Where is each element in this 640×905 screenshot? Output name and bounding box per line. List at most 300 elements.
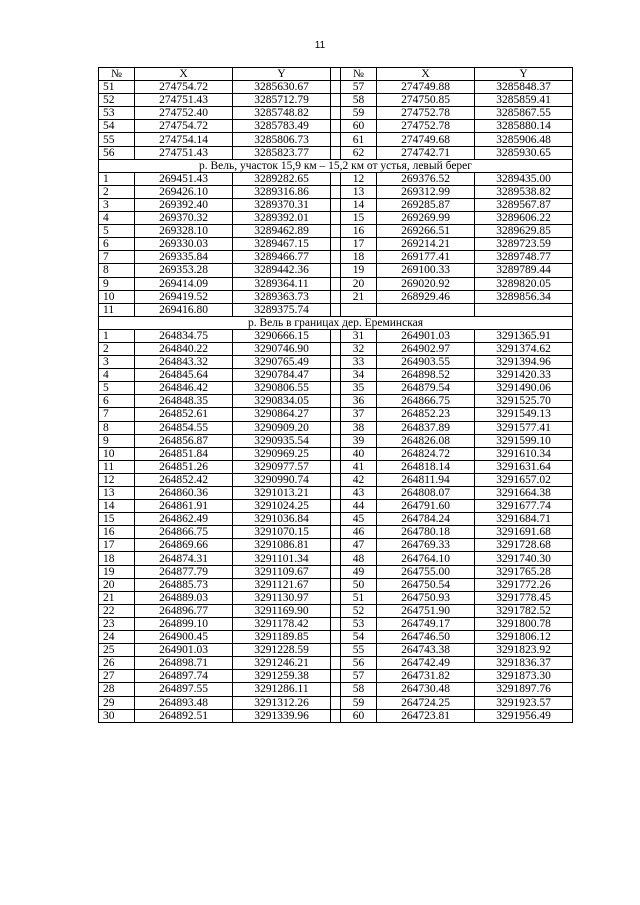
x-coordinate-cell: 264834.75 — [135, 329, 233, 342]
point-number-cell: 10 — [99, 290, 135, 303]
x-coordinate-cell: 269414.09 — [135, 277, 233, 290]
x-coordinate-cell: 269451.43 — [135, 172, 233, 185]
point-number-cell: 53 — [341, 617, 377, 630]
y-coordinate-cell: 3291259.38 — [233, 670, 331, 683]
spacer-cell — [331, 81, 341, 94]
point-number-cell: 6 — [99, 238, 135, 251]
table-row — [99, 303, 573, 316]
y-coordinate-cell: 3291189.85 — [233, 631, 331, 644]
y-coordinate-cell: 3289375.74 — [233, 303, 331, 316]
spacer-cell — [331, 696, 341, 709]
y-coordinate-cell: 3291657.02 — [475, 473, 573, 486]
x-coordinate-cell: 264861.91 — [135, 500, 233, 513]
spacer-cell — [331, 709, 341, 722]
x-coordinate-cell: 264840.22 — [135, 342, 233, 355]
point-number-cell: 39 — [341, 434, 377, 447]
spacer-cell — [331, 565, 341, 578]
x-coordinate-cell: 269328.10 — [135, 225, 233, 238]
table-row — [99, 382, 573, 395]
y-coordinate-cell: 3285806.73 — [233, 133, 331, 146]
spacer-cell — [331, 526, 341, 539]
y-coordinate-cell: 3291246.21 — [233, 657, 331, 670]
point-number-cell: 14 — [99, 500, 135, 513]
x-coordinate-cell: 264808.07 — [377, 487, 475, 500]
spacer-cell — [331, 539, 341, 552]
table-body — [99, 81, 573, 723]
x-coordinate-cell: 264846.42 — [135, 382, 233, 395]
point-number-cell: 2 — [99, 342, 135, 355]
x-coordinate-cell: 264879.54 — [377, 382, 475, 395]
point-number-cell: 44 — [341, 500, 377, 513]
y-coordinate-cell: 3289629.85 — [475, 225, 573, 238]
point-number-cell: 28 — [99, 683, 135, 696]
y-coordinate-cell: 3289820.05 — [475, 277, 573, 290]
point-number-cell: 17 — [99, 539, 135, 552]
point-number-cell: 50 — [341, 578, 377, 591]
x-coordinate-cell: 269266.51 — [377, 225, 475, 238]
x-coordinate-cell: 264780.18 — [377, 526, 475, 539]
table-row — [99, 604, 573, 617]
spacer-cell — [331, 473, 341, 486]
x-coordinate-cell: 269330.03 — [135, 238, 233, 251]
point-number-cell: 2 — [99, 185, 135, 198]
point-number-cell: 20 — [341, 277, 377, 290]
y-coordinate-cell: 3291599.10 — [475, 434, 573, 447]
point-number-cell: 15 — [341, 212, 377, 225]
y-coordinate-cell: 3291782.52 — [475, 604, 573, 617]
point-number-cell: 14 — [341, 198, 377, 211]
x-coordinate-cell: 264885.73 — [135, 578, 233, 591]
spacer-cell — [331, 329, 341, 342]
x-coordinate-cell: 269020.92 — [377, 277, 475, 290]
x-coordinate-cell: 264901.03 — [135, 644, 233, 657]
spacer-cell — [331, 500, 341, 513]
spacer-cell — [331, 238, 341, 251]
header-x-right: X — [377, 68, 475, 81]
y-coordinate-cell: 3289442.36 — [233, 264, 331, 277]
x-coordinate-cell: 264902.97 — [377, 342, 475, 355]
x-coordinate-cell: 264856.87 — [135, 434, 233, 447]
point-number-cell: 51 — [341, 591, 377, 604]
table-row — [99, 434, 573, 447]
y-coordinate-cell: 3291549.13 — [475, 408, 573, 421]
spacer-cell — [331, 604, 341, 617]
y-coordinate-cell: 3291070.15 — [233, 526, 331, 539]
y-coordinate-cell: 3291778.45 — [475, 591, 573, 604]
x-coordinate-cell: 264755.00 — [377, 565, 475, 578]
point-number-cell: 43 — [341, 487, 377, 500]
x-coordinate-cell: 264852.61 — [135, 408, 233, 421]
x-coordinate-cell: 264743.38 — [377, 644, 475, 657]
table-row — [99, 225, 573, 238]
spacer-cell — [331, 683, 341, 696]
spacer-cell — [331, 120, 341, 133]
y-coordinate-cell: 3285906.48 — [475, 133, 573, 146]
point-number-cell: 12 — [341, 172, 377, 185]
spacer-cell — [331, 303, 341, 316]
spacer-cell — [331, 212, 341, 225]
point-number-cell: 9 — [99, 277, 135, 290]
point-number-cell: 25 — [99, 644, 135, 657]
table-row — [99, 408, 573, 421]
header-no-right: № — [341, 68, 377, 81]
spacer-cell — [331, 578, 341, 591]
table-row — [99, 513, 573, 526]
x-coordinate-cell: 264900.45 — [135, 631, 233, 644]
y-coordinate-cell: 3285848.37 — [475, 81, 573, 94]
point-number-cell: 10 — [99, 447, 135, 460]
y-coordinate-cell: 3291013.21 — [233, 487, 331, 500]
point-number-cell: 41 — [341, 460, 377, 473]
x-coordinate-cell: 264898.71 — [135, 657, 233, 670]
spacer-cell — [331, 631, 341, 644]
table-row — [99, 578, 573, 591]
y-coordinate-cell: 3291286.11 — [233, 683, 331, 696]
y-coordinate-cell: 3291765.28 — [475, 565, 573, 578]
point-number-cell: 32 — [341, 342, 377, 355]
y-coordinate-cell: 3285867.55 — [475, 107, 573, 120]
y-coordinate-cell: 3289723.59 — [475, 238, 573, 251]
header-no-left: № — [99, 68, 135, 81]
spacer-cell — [331, 644, 341, 657]
table-row — [99, 539, 573, 552]
table-row — [99, 473, 573, 486]
spacer-cell — [331, 146, 341, 159]
point-number-cell: 4 — [99, 369, 135, 382]
x-coordinate-cell: 269353.28 — [135, 264, 233, 277]
y-coordinate-cell: 3291956.49 — [475, 709, 573, 722]
section-title: р. Вель в границах дер. Ереминская — [99, 316, 573, 329]
y-coordinate-cell: 3291109.67 — [233, 565, 331, 578]
point-number-cell: 7 — [99, 408, 135, 421]
point-number-cell — [341, 303, 377, 316]
x-coordinate-cell: 274751.43 — [135, 94, 233, 107]
point-number-cell: 57 — [341, 81, 377, 94]
y-coordinate-cell: 3290990.74 — [233, 473, 331, 486]
y-coordinate-cell: 3291024.25 — [233, 500, 331, 513]
point-number-cell: 37 — [341, 408, 377, 421]
x-coordinate-cell: 269376.52 — [377, 172, 475, 185]
x-coordinate-cell: 274752.78 — [377, 120, 475, 133]
x-coordinate-cell: 264892.51 — [135, 709, 233, 722]
point-number-cell: 54 — [99, 120, 135, 133]
y-coordinate-cell: 3289316.86 — [233, 185, 331, 198]
point-number-cell: 8 — [99, 264, 135, 277]
x-coordinate-cell: 274749.88 — [377, 81, 475, 94]
y-coordinate-cell: 3289363.73 — [233, 290, 331, 303]
table-row — [99, 617, 573, 630]
coordinates-table — [98, 67, 573, 723]
point-number-cell: 12 — [99, 473, 135, 486]
x-coordinate-cell: 264723.81 — [377, 709, 475, 722]
spacer-cell — [331, 356, 341, 369]
spacer-cell — [331, 552, 341, 565]
x-coordinate-cell: 264866.75 — [135, 526, 233, 539]
y-coordinate-cell: 3291806.12 — [475, 631, 573, 644]
x-coordinate-cell: 269419.52 — [135, 290, 233, 303]
table-row — [99, 395, 573, 408]
y-coordinate-cell: 3290969.25 — [233, 447, 331, 460]
table-row — [99, 552, 573, 565]
y-coordinate-cell: 3291101.34 — [233, 552, 331, 565]
x-coordinate-cell: 269177.41 — [377, 251, 475, 264]
table-row — [99, 644, 573, 657]
y-coordinate-cell — [475, 303, 573, 316]
point-number-cell: 3 — [99, 198, 135, 211]
x-coordinate-cell: 268929.46 — [377, 290, 475, 303]
x-coordinate-cell: 264811.94 — [377, 473, 475, 486]
table-row — [99, 369, 573, 382]
spacer-cell — [331, 617, 341, 630]
spacer-cell — [331, 591, 341, 604]
point-number-cell: 21 — [99, 591, 135, 604]
x-coordinate-cell: 269100.33 — [377, 264, 475, 277]
point-number-cell: 49 — [341, 565, 377, 578]
x-coordinate-cell: 264898.52 — [377, 369, 475, 382]
table-row — [99, 264, 573, 277]
y-coordinate-cell: 3291631.64 — [475, 460, 573, 473]
point-number-cell: 56 — [99, 146, 135, 159]
y-coordinate-cell: 3291178.42 — [233, 617, 331, 630]
y-coordinate-cell: 3291365.91 — [475, 329, 573, 342]
header-x-left: X — [135, 68, 233, 81]
point-number-cell: 23 — [99, 617, 135, 630]
x-coordinate-cell: 264901.03 — [377, 329, 475, 342]
y-coordinate-cell: 3291577.41 — [475, 421, 573, 434]
point-number-cell: 47 — [341, 539, 377, 552]
y-coordinate-cell: 3289567.87 — [475, 198, 573, 211]
point-number-cell: 26 — [99, 657, 135, 670]
table-row — [99, 631, 573, 644]
y-coordinate-cell: 3290864.27 — [233, 408, 331, 421]
section-title: р. Вель, участок 15,9 км – 15,2 км от устья, левый берег — [99, 159, 573, 172]
spacer-cell — [331, 185, 341, 198]
table-row — [99, 238, 573, 251]
table-row — [99, 683, 573, 696]
spacer-cell — [331, 251, 341, 264]
point-number-cell: 57 — [341, 670, 377, 683]
x-coordinate-cell: 264784.24 — [377, 513, 475, 526]
y-coordinate-cell: 3289364.11 — [233, 277, 331, 290]
x-coordinate-cell: 269285.87 — [377, 198, 475, 211]
point-number-cell: 20 — [99, 578, 135, 591]
point-number-cell: 58 — [341, 94, 377, 107]
x-coordinate-cell: 264843.32 — [135, 356, 233, 369]
y-coordinate-cell: 3291169.90 — [233, 604, 331, 617]
point-number-cell: 5 — [99, 382, 135, 395]
x-coordinate-cell: 274749.68 — [377, 133, 475, 146]
spacer-cell — [331, 382, 341, 395]
x-coordinate-cell: 264851.84 — [135, 447, 233, 460]
y-coordinate-cell: 3291036.84 — [233, 513, 331, 526]
spacer-cell — [331, 342, 341, 355]
x-coordinate-cell: 264750.93 — [377, 591, 475, 604]
x-coordinate-cell: 274752.40 — [135, 107, 233, 120]
table-row — [99, 198, 573, 211]
x-coordinate-cell: 264837.89 — [377, 421, 475, 434]
x-coordinate-cell: 264751.90 — [377, 604, 475, 617]
point-number-cell: 11 — [99, 303, 135, 316]
x-coordinate-cell: 264746.50 — [377, 631, 475, 644]
point-number-cell: 5 — [99, 225, 135, 238]
table-row — [99, 356, 573, 369]
point-number-cell: 48 — [341, 552, 377, 565]
y-coordinate-cell: 3291691.68 — [475, 526, 573, 539]
y-coordinate-cell: 3291121.67 — [233, 578, 331, 591]
y-coordinate-cell: 3290784.47 — [233, 369, 331, 382]
table-row — [99, 120, 573, 133]
point-number-cell: 56 — [341, 657, 377, 670]
y-coordinate-cell: 3291228.59 — [233, 644, 331, 657]
spacer-cell — [331, 408, 341, 421]
y-coordinate-cell: 3285823.77 — [233, 146, 331, 159]
y-coordinate-cell: 3290935.54 — [233, 434, 331, 447]
table-row — [99, 185, 573, 198]
y-coordinate-cell: 3291086.81 — [233, 539, 331, 552]
y-coordinate-cell: 3291664.38 — [475, 487, 573, 500]
spacer-cell — [331, 94, 341, 107]
table-row — [99, 709, 573, 722]
spacer-cell — [331, 133, 341, 146]
x-coordinate-cell: 264897.55 — [135, 683, 233, 696]
table-row — [99, 94, 573, 107]
table-row — [99, 670, 573, 683]
spacer-cell — [331, 670, 341, 683]
table-row — [99, 460, 573, 473]
x-coordinate-cell: 264764.10 — [377, 552, 475, 565]
x-coordinate-cell: 264826.08 — [377, 434, 475, 447]
table-row — [99, 133, 573, 146]
x-coordinate-cell — [377, 303, 475, 316]
x-coordinate-cell: 264749.17 — [377, 617, 475, 630]
spacer-cell — [331, 395, 341, 408]
table-row — [99, 591, 573, 604]
y-coordinate-cell: 3291677.74 — [475, 500, 573, 513]
point-number-cell: 18 — [99, 552, 135, 565]
y-coordinate-cell: 3291800.78 — [475, 617, 573, 630]
x-coordinate-cell: 264889.03 — [135, 591, 233, 604]
y-coordinate-cell: 3291525.70 — [475, 395, 573, 408]
point-number-cell: 4 — [99, 212, 135, 225]
y-coordinate-cell: 3289538.82 — [475, 185, 573, 198]
x-coordinate-cell: 264854.55 — [135, 421, 233, 434]
x-coordinate-cell: 269269.99 — [377, 212, 475, 225]
point-number-cell: 38 — [341, 421, 377, 434]
y-coordinate-cell: 3289467.15 — [233, 238, 331, 251]
x-coordinate-cell: 264730.48 — [377, 683, 475, 696]
table-row — [99, 565, 573, 578]
point-number-cell: 16 — [341, 225, 377, 238]
x-coordinate-cell: 269392.40 — [135, 198, 233, 211]
point-number-cell: 16 — [99, 526, 135, 539]
y-coordinate-cell: 3289856.34 — [475, 290, 573, 303]
y-coordinate-cell: 3291772.26 — [475, 578, 573, 591]
point-number-cell: 31 — [341, 329, 377, 342]
x-coordinate-cell: 264791.60 — [377, 500, 475, 513]
header-y-left: Y — [233, 68, 331, 81]
y-coordinate-cell: 3290765.49 — [233, 356, 331, 369]
point-number-cell: 13 — [99, 487, 135, 500]
table-row — [99, 277, 573, 290]
point-number-cell: 29 — [99, 696, 135, 709]
y-coordinate-cell: 3291420.33 — [475, 369, 573, 382]
x-coordinate-cell: 269335.84 — [135, 251, 233, 264]
point-number-cell: 13 — [341, 185, 377, 198]
point-number-cell: 58 — [341, 683, 377, 696]
x-coordinate-cell: 264897.74 — [135, 670, 233, 683]
point-number-cell: 7 — [99, 251, 135, 264]
y-coordinate-cell: 3289466.77 — [233, 251, 331, 264]
y-coordinate-cell: 3290806.55 — [233, 382, 331, 395]
y-coordinate-cell: 3289370.31 — [233, 198, 331, 211]
table-row — [99, 212, 573, 225]
y-coordinate-cell: 3291684.71 — [475, 513, 573, 526]
point-number-cell: 53 — [99, 107, 135, 120]
point-number-cell: 1 — [99, 172, 135, 185]
table-row — [99, 526, 573, 539]
x-coordinate-cell: 264852.42 — [135, 473, 233, 486]
table-row — [99, 290, 573, 303]
point-number-cell: 40 — [341, 447, 377, 460]
point-number-cell: 55 — [341, 644, 377, 657]
y-coordinate-cell: 3290834.05 — [233, 395, 331, 408]
point-number-cell: 17 — [341, 238, 377, 251]
x-coordinate-cell: 264769.33 — [377, 539, 475, 552]
spacer-cell — [331, 369, 341, 382]
y-coordinate-cell: 3289462.89 — [233, 225, 331, 238]
x-coordinate-cell: 269312.99 — [377, 185, 475, 198]
y-coordinate-cell: 3291374.62 — [475, 342, 573, 355]
y-coordinate-cell: 3291923.57 — [475, 696, 573, 709]
y-coordinate-cell: 3290977.57 — [233, 460, 331, 473]
x-coordinate-cell: 269426.10 — [135, 185, 233, 198]
table-row — [99, 81, 573, 94]
y-coordinate-cell: 3285930.65 — [475, 146, 573, 159]
table-row — [99, 500, 573, 513]
point-number-cell: 60 — [341, 120, 377, 133]
spacer-cell — [331, 513, 341, 526]
y-coordinate-cell: 3289392.01 — [233, 212, 331, 225]
point-number-cell: 22 — [99, 604, 135, 617]
table-row — [99, 447, 573, 460]
x-coordinate-cell: 264742.49 — [377, 657, 475, 670]
spacer-cell — [331, 460, 341, 473]
x-coordinate-cell: 264724.25 — [377, 696, 475, 709]
x-coordinate-cell: 264851.26 — [135, 460, 233, 473]
point-number-cell: 33 — [341, 356, 377, 369]
point-number-cell: 51 — [99, 81, 135, 94]
y-coordinate-cell: 3291490.06 — [475, 382, 573, 395]
spacer-cell — [331, 487, 341, 500]
point-number-cell: 24 — [99, 631, 135, 644]
point-number-cell: 52 — [341, 604, 377, 617]
x-coordinate-cell: 264877.79 — [135, 565, 233, 578]
point-number-cell: 59 — [341, 696, 377, 709]
table-row — [99, 251, 573, 264]
table-row — [99, 146, 573, 159]
x-coordinate-cell: 274751.43 — [135, 146, 233, 159]
table-row — [99, 421, 573, 434]
point-number-cell: 15 — [99, 513, 135, 526]
y-coordinate-cell: 3291339.96 — [233, 709, 331, 722]
y-coordinate-cell: 3290909.20 — [233, 421, 331, 434]
point-number-cell: 54 — [341, 631, 377, 644]
point-number-cell: 34 — [341, 369, 377, 382]
y-coordinate-cell: 3289435.00 — [475, 172, 573, 185]
y-coordinate-cell: 3290746.90 — [233, 342, 331, 355]
point-number-cell: 45 — [341, 513, 377, 526]
x-coordinate-cell: 264869.66 — [135, 539, 233, 552]
